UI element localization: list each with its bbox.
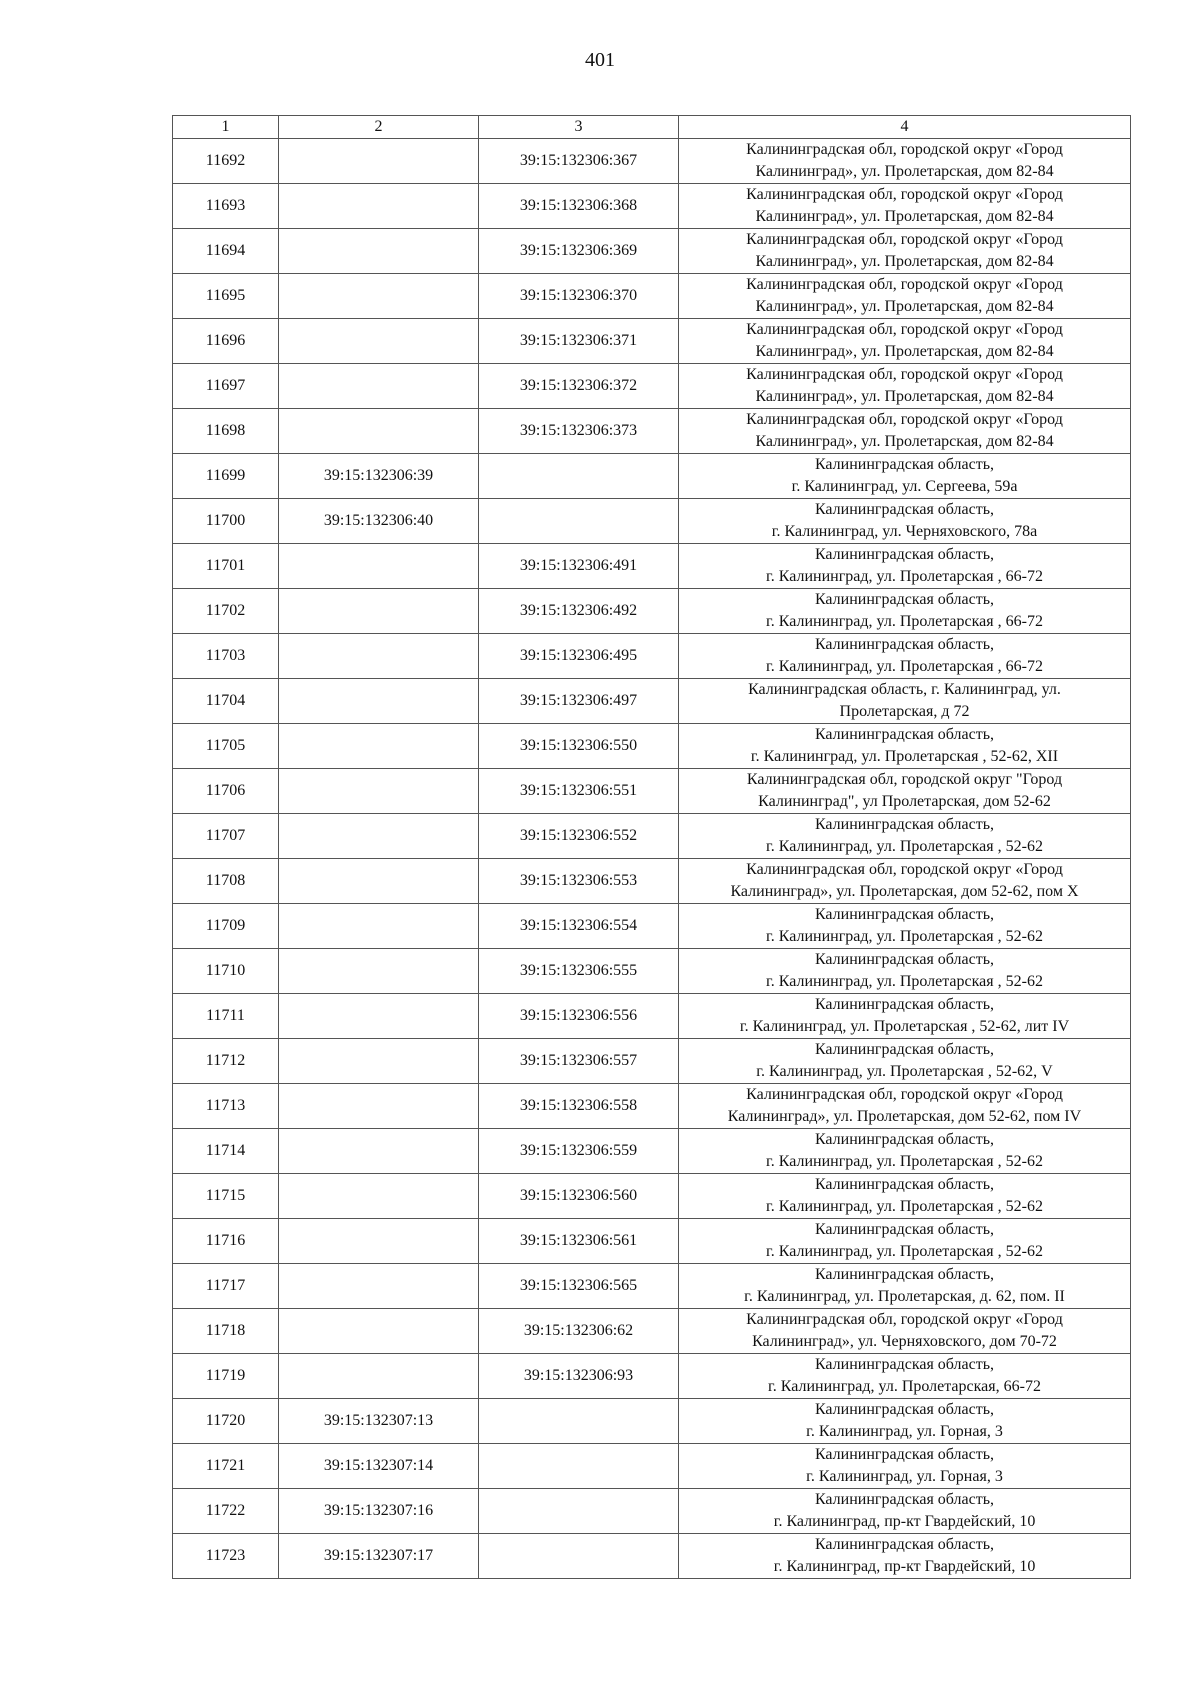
object-cadastral-number-cell: 39:15:132306:557	[479, 1039, 679, 1084]
table-row	[173, 589, 1131, 634]
address-cell	[679, 454, 1131, 499]
object-cadastral-number-cell: 39:15:132306:373	[479, 409, 679, 454]
land-cadastral-number-cell	[279, 139, 479, 184]
object-cadastral-number-cell: 39:15:132306:555	[479, 949, 679, 994]
object-cadastral-number-cell: 39:15:132306:558	[479, 1084, 679, 1129]
address-line: Калининградская обл, городской округ «Город	[746, 1086, 1063, 1103]
address-cell	[679, 544, 1131, 589]
address-line: Калининградская обл, городской округ «Город	[746, 411, 1063, 428]
table-row	[173, 814, 1131, 859]
address-line: Калининградская область,	[814, 1491, 995, 1508]
page-number: 401	[585, 49, 615, 71]
land-cadastral-number-cell	[279, 949, 479, 994]
row-number-cell: 11721	[173, 1444, 279, 1489]
object-cadastral-number-cell	[479, 1399, 679, 1444]
table-row	[173, 679, 1131, 724]
address-line: Калининградская обл, городской округ «Город	[746, 186, 1063, 203]
row-number-cell: 11706	[173, 769, 279, 814]
address-cell	[679, 1174, 1131, 1219]
address-line: Калининградская обл, городской округ «Город	[746, 1311, 1063, 1328]
table-row	[173, 1129, 1131, 1174]
row-number-cell: 11719	[173, 1354, 279, 1399]
address-cell	[679, 499, 1131, 544]
address-line: Калининград», ул. Пролетарская, дом 82-84	[755, 208, 1054, 225]
table-row	[173, 1399, 1131, 1444]
land-cadastral-number-cell: 39:15:132307:14	[279, 1444, 479, 1489]
address-cell	[679, 1534, 1131, 1579]
address-line: Калининградская обл, городской округ «Город	[746, 231, 1063, 248]
address-line: Калининград», ул. Пролетарская, дом 82-84	[755, 388, 1054, 405]
address-line: Калининградская область,	[814, 816, 995, 833]
address-cell	[679, 1039, 1131, 1084]
land-cadastral-number-cell: 39:15:132307:13	[279, 1399, 479, 1444]
land-cadastral-number-cell	[279, 859, 479, 904]
address-line: Калининград», ул. Пролетарская, дом 52-62, пом IV	[727, 1108, 1082, 1125]
address-line: Калининградская область,	[814, 951, 995, 968]
address-cell	[679, 184, 1131, 229]
address-line: Калининградская область,	[814, 1401, 995, 1418]
table-row	[173, 454, 1131, 499]
table-row	[173, 1309, 1131, 1354]
row-number-cell: 11708	[173, 859, 279, 904]
land-cadastral-number-cell	[279, 1309, 479, 1354]
object-cadastral-number-cell: 39:15:132306:565	[479, 1264, 679, 1309]
table-row	[173, 904, 1131, 949]
address-line: Калининградская область,	[814, 1221, 995, 1238]
object-cadastral-number-cell: 39:15:132306:560	[479, 1174, 679, 1219]
table-row	[173, 1219, 1131, 1264]
address-line: Калининград», ул. Пролетарская, дом 82-84	[755, 298, 1054, 315]
address-line: Калининградская область,	[814, 996, 995, 1013]
object-cadastral-number-cell: 39:15:132306:497	[479, 679, 679, 724]
address-cell	[679, 949, 1131, 994]
address-line: Калининград», ул. Пролетарская, дом 82-84	[755, 433, 1054, 450]
row-number-cell: 11703	[173, 634, 279, 679]
row-number-cell: 11723	[173, 1534, 279, 1579]
table-row	[173, 274, 1131, 319]
table-row	[173, 1084, 1131, 1129]
table-row	[173, 139, 1131, 184]
address-line: г. Калининград, пр-кт Гвардейский, 10	[773, 1558, 1036, 1575]
object-cadastral-number-cell: 39:15:132306:556	[479, 994, 679, 1039]
address-line: Калининградская область,	[814, 1266, 995, 1283]
row-number-cell: 11709	[173, 904, 279, 949]
address-line: г. Калининград, ул. Сергеева, 59а	[791, 478, 1018, 495]
address-line: г. Калининград, ул. Пролетарская , 52-62, V	[756, 1063, 1053, 1080]
address-line: г. Калининград, ул. Пролетарская , 52-62, XII	[750, 748, 1059, 765]
row-number-cell: 11701	[173, 544, 279, 589]
address-cell	[679, 724, 1131, 769]
land-cadastral-number-cell: 39:15:132307:17	[279, 1534, 479, 1579]
address-cell	[679, 229, 1131, 274]
address-line: Калининградская область,	[814, 546, 995, 563]
address-line: Калининград», ул. Пролетарская, дом 82-84	[755, 253, 1054, 270]
address-cell	[679, 769, 1131, 814]
column-header: 4	[679, 116, 1131, 139]
row-number-cell: 11697	[173, 364, 279, 409]
address-line: Калининградская область,	[814, 1176, 995, 1193]
address-cell	[679, 1219, 1131, 1264]
object-cadastral-number-cell	[479, 1444, 679, 1489]
table-row	[173, 634, 1131, 679]
address-cell	[679, 859, 1131, 904]
table-row	[173, 499, 1131, 544]
land-cadastral-number-cell	[279, 1354, 479, 1399]
table-row	[173, 184, 1131, 229]
object-cadastral-number-cell	[479, 454, 679, 499]
column-header: 1	[173, 116, 279, 139]
land-cadastral-number-cell	[279, 634, 479, 679]
address-line: Калининградская область,	[814, 1356, 995, 1373]
header-row	[173, 116, 1131, 139]
land-cadastral-number-cell	[279, 1084, 479, 1129]
object-cadastral-number-cell: 39:15:132306:561	[479, 1219, 679, 1264]
address-line: Калининградская обл, городской округ «Город	[746, 861, 1063, 878]
object-cadastral-number-cell: 39:15:132306:367	[479, 139, 679, 184]
address-line: Калининградская область,	[814, 1041, 995, 1058]
address-line: г. Калининград, ул. Пролетарская , 52-62	[766, 838, 1043, 855]
row-number-cell: 11694	[173, 229, 279, 274]
object-cadastral-number-cell: 39:15:132306:372	[479, 364, 679, 409]
address-line: г. Калининград, ул. Пролетарская , 52-62	[766, 928, 1043, 945]
address-line: г. Калининград, ул. Пролетарская, д. 62, пом. II	[744, 1288, 1065, 1305]
object-cadastral-number-cell: 39:15:132306:554	[479, 904, 679, 949]
address-line: Калининградская обл, городской округ "Город	[746, 771, 1063, 788]
row-number-cell: 11695	[173, 274, 279, 319]
table-row	[173, 1264, 1131, 1309]
row-number-cell: 11705	[173, 724, 279, 769]
row-number-cell: 11716	[173, 1219, 279, 1264]
address-cell	[679, 814, 1131, 859]
row-number-cell: 11702	[173, 589, 279, 634]
address-line: Калининград», ул. Пролетарская, дом 52-62, пом X	[730, 883, 1079, 900]
row-number-cell: 11700	[173, 499, 279, 544]
address-line: Калининград", ул Пролетарская, дом 52-62	[758, 793, 1051, 810]
land-cadastral-number-cell: 39:15:132307:16	[279, 1489, 479, 1534]
row-number-cell: 11698	[173, 409, 279, 454]
table-row	[173, 1039, 1131, 1084]
column-header: 3	[479, 116, 679, 139]
land-cadastral-number-cell	[279, 544, 479, 589]
land-cadastral-number-cell	[279, 409, 479, 454]
table-body	[173, 139, 1131, 1579]
row-number-cell: 11696	[173, 319, 279, 364]
object-cadastral-number-cell: 39:15:132306:369	[479, 229, 679, 274]
row-number-cell: 11714	[173, 1129, 279, 1174]
land-cadastral-number-cell	[279, 679, 479, 724]
address-cell	[679, 139, 1131, 184]
object-cadastral-number-cell: 39:15:132306:492	[479, 589, 679, 634]
address-line: г. Калининград, ул. Пролетарская , 52-62, лит IV	[739, 1018, 1070, 1035]
table-row	[173, 229, 1131, 274]
land-cadastral-number-cell	[279, 229, 479, 274]
object-cadastral-number-cell: 39:15:132306:491	[479, 544, 679, 589]
land-cadastral-number-cell	[279, 904, 479, 949]
land-cadastral-number-cell	[279, 589, 479, 634]
address-cell	[679, 319, 1131, 364]
address-cell	[679, 1084, 1131, 1129]
object-cadastral-number-cell	[479, 1534, 679, 1579]
table-row	[173, 859, 1131, 904]
column-header: 2	[279, 116, 479, 139]
address-cell	[679, 1264, 1131, 1309]
land-cadastral-number-cell	[279, 769, 479, 814]
land-cadastral-number-cell	[279, 994, 479, 1039]
address-cell	[679, 634, 1131, 679]
address-cell	[679, 409, 1131, 454]
table-row	[173, 544, 1131, 589]
address-cell	[679, 364, 1131, 409]
object-cadastral-number-cell: 39:15:132306:62	[479, 1309, 679, 1354]
table-row	[173, 994, 1131, 1039]
object-cadastral-number-cell: 39:15:132306:495	[479, 634, 679, 679]
address-line: Калининград», ул. Черняховского, дом 70-72	[752, 1333, 1057, 1350]
table-row	[173, 319, 1131, 364]
land-cadastral-number-cell	[279, 814, 479, 859]
address-line: г. Калининград, ул. Пролетарская , 52-62	[766, 1153, 1043, 1170]
row-number-cell: 11722	[173, 1489, 279, 1534]
row-number-cell: 11693	[173, 184, 279, 229]
object-cadastral-number-cell	[479, 499, 679, 544]
object-cadastral-number-cell: 39:15:132306:370	[479, 274, 679, 319]
address-line: Калининград», ул. Пролетарская, дом 82-84	[755, 163, 1054, 180]
row-number-cell: 11720	[173, 1399, 279, 1444]
object-cadastral-number-cell	[479, 1489, 679, 1534]
object-cadastral-number-cell: 39:15:132306:368	[479, 184, 679, 229]
object-cadastral-number-cell: 39:15:132306:553	[479, 859, 679, 904]
address-line: г. Калининград, ул. Пролетарская , 66-72	[766, 568, 1043, 585]
land-cadastral-number-cell	[279, 319, 479, 364]
row-number-cell: 11704	[173, 679, 279, 724]
address-line: Калининградская область,	[814, 1536, 995, 1553]
address-line: Калининградская область,	[814, 1131, 995, 1148]
row-number-cell: 11713	[173, 1084, 279, 1129]
land-cadastral-number-cell	[279, 1129, 479, 1174]
address-cell	[679, 1399, 1131, 1444]
address-line: Калининградская область, г. Калининград, ул.	[748, 681, 1061, 698]
address-line: Калининградская область,	[814, 591, 995, 608]
table-row	[173, 364, 1131, 409]
address-line: г. Калининград, ул. Пролетарская , 52-62	[766, 1243, 1043, 1260]
registry-table	[172, 115, 1131, 1579]
row-number-cell: 11707	[173, 814, 279, 859]
address-line: г. Калининград, ул. Пролетарская, 66-72	[768, 1378, 1041, 1395]
land-cadastral-number-cell	[279, 274, 479, 319]
land-cadastral-number-cell: 39:15:132306:40	[279, 499, 479, 544]
table-row	[173, 1489, 1131, 1534]
row-number-cell: 11699	[173, 454, 279, 499]
row-number-cell: 11692	[173, 139, 279, 184]
table-row	[173, 949, 1131, 994]
land-cadastral-number-cell	[279, 184, 479, 229]
object-cadastral-number-cell: 39:15:132306:371	[479, 319, 679, 364]
land-cadastral-number-cell	[279, 364, 479, 409]
address-line: Калининградская область,	[814, 501, 995, 518]
row-number-cell: 11712	[173, 1039, 279, 1084]
object-cadastral-number-cell: 39:15:132306:551	[479, 769, 679, 814]
row-number-cell: 11718	[173, 1309, 279, 1354]
address-line: г. Калининград, ул. Пролетарская , 66-72	[766, 613, 1043, 630]
address-cell	[679, 274, 1131, 319]
object-cadastral-number-cell: 39:15:132306:93	[479, 1354, 679, 1399]
address-line: Калининградская область,	[814, 726, 995, 743]
address-line: г. Калининград, ул. Горная, 3	[806, 1468, 1003, 1485]
table-row	[173, 409, 1131, 454]
address-cell	[679, 1489, 1131, 1534]
address-line: г. Калининград, ул. Пролетарская , 66-72	[766, 658, 1043, 675]
object-cadastral-number-cell: 39:15:132306:552	[479, 814, 679, 859]
row-number-cell: 11711	[173, 994, 279, 1039]
address-cell	[679, 994, 1131, 1039]
row-number-cell: 11717	[173, 1264, 279, 1309]
table-row	[173, 1444, 1131, 1489]
address-line: г. Калининград, ул. Пролетарская , 52-62	[766, 1198, 1043, 1215]
row-number-cell: 11710	[173, 949, 279, 994]
address-cell	[679, 589, 1131, 634]
address-line: Калининградская обл, городской округ «Город	[746, 321, 1063, 338]
row-number-cell: 11715	[173, 1174, 279, 1219]
land-cadastral-number-cell: 39:15:132306:39	[279, 454, 479, 499]
object-cadastral-number-cell: 39:15:132306:559	[479, 1129, 679, 1174]
address-cell	[679, 1354, 1131, 1399]
address-line: Калининградская обл, городской округ «Город	[746, 276, 1063, 293]
address-line: г. Калининград, ул. Черняховского, 78а	[771, 523, 1038, 540]
land-cadastral-number-cell	[279, 1039, 479, 1084]
land-cadastral-number-cell	[279, 724, 479, 769]
object-cadastral-number-cell: 39:15:132306:550	[479, 724, 679, 769]
address-cell	[679, 904, 1131, 949]
land-cadastral-number-cell	[279, 1174, 479, 1219]
address-line: Калининградская область,	[814, 456, 995, 473]
address-line: Калининградская область,	[814, 636, 995, 653]
address-line: Калининградская область,	[814, 1446, 995, 1463]
land-cadastral-number-cell	[279, 1264, 479, 1309]
address-cell	[679, 1444, 1131, 1489]
land-cadastral-number-cell	[279, 1219, 479, 1264]
table-row	[173, 1534, 1131, 1579]
address-cell	[679, 1309, 1131, 1354]
address-line: Пролетарская, д 72	[839, 703, 970, 720]
address-line: Калининградская область,	[814, 906, 995, 923]
address-cell	[679, 1129, 1131, 1174]
address-line: г. Калининград, ул. Горная, 3	[806, 1423, 1003, 1440]
address-cell	[679, 679, 1131, 724]
address-line: Калининград», ул. Пролетарская, дом 82-84	[755, 343, 1054, 360]
table-row	[173, 1354, 1131, 1399]
table-row	[173, 724, 1131, 769]
address-line: Калининградская обл, городской округ «Город	[746, 141, 1063, 158]
address-line: Калининградская обл, городской округ «Город	[746, 366, 1063, 383]
address-line: г. Калининград, пр-кт Гвардейский, 10	[773, 1513, 1036, 1530]
table-row	[173, 1174, 1131, 1219]
address-line: г. Калининград, ул. Пролетарская , 52-62	[766, 973, 1043, 990]
table-row	[173, 769, 1131, 814]
